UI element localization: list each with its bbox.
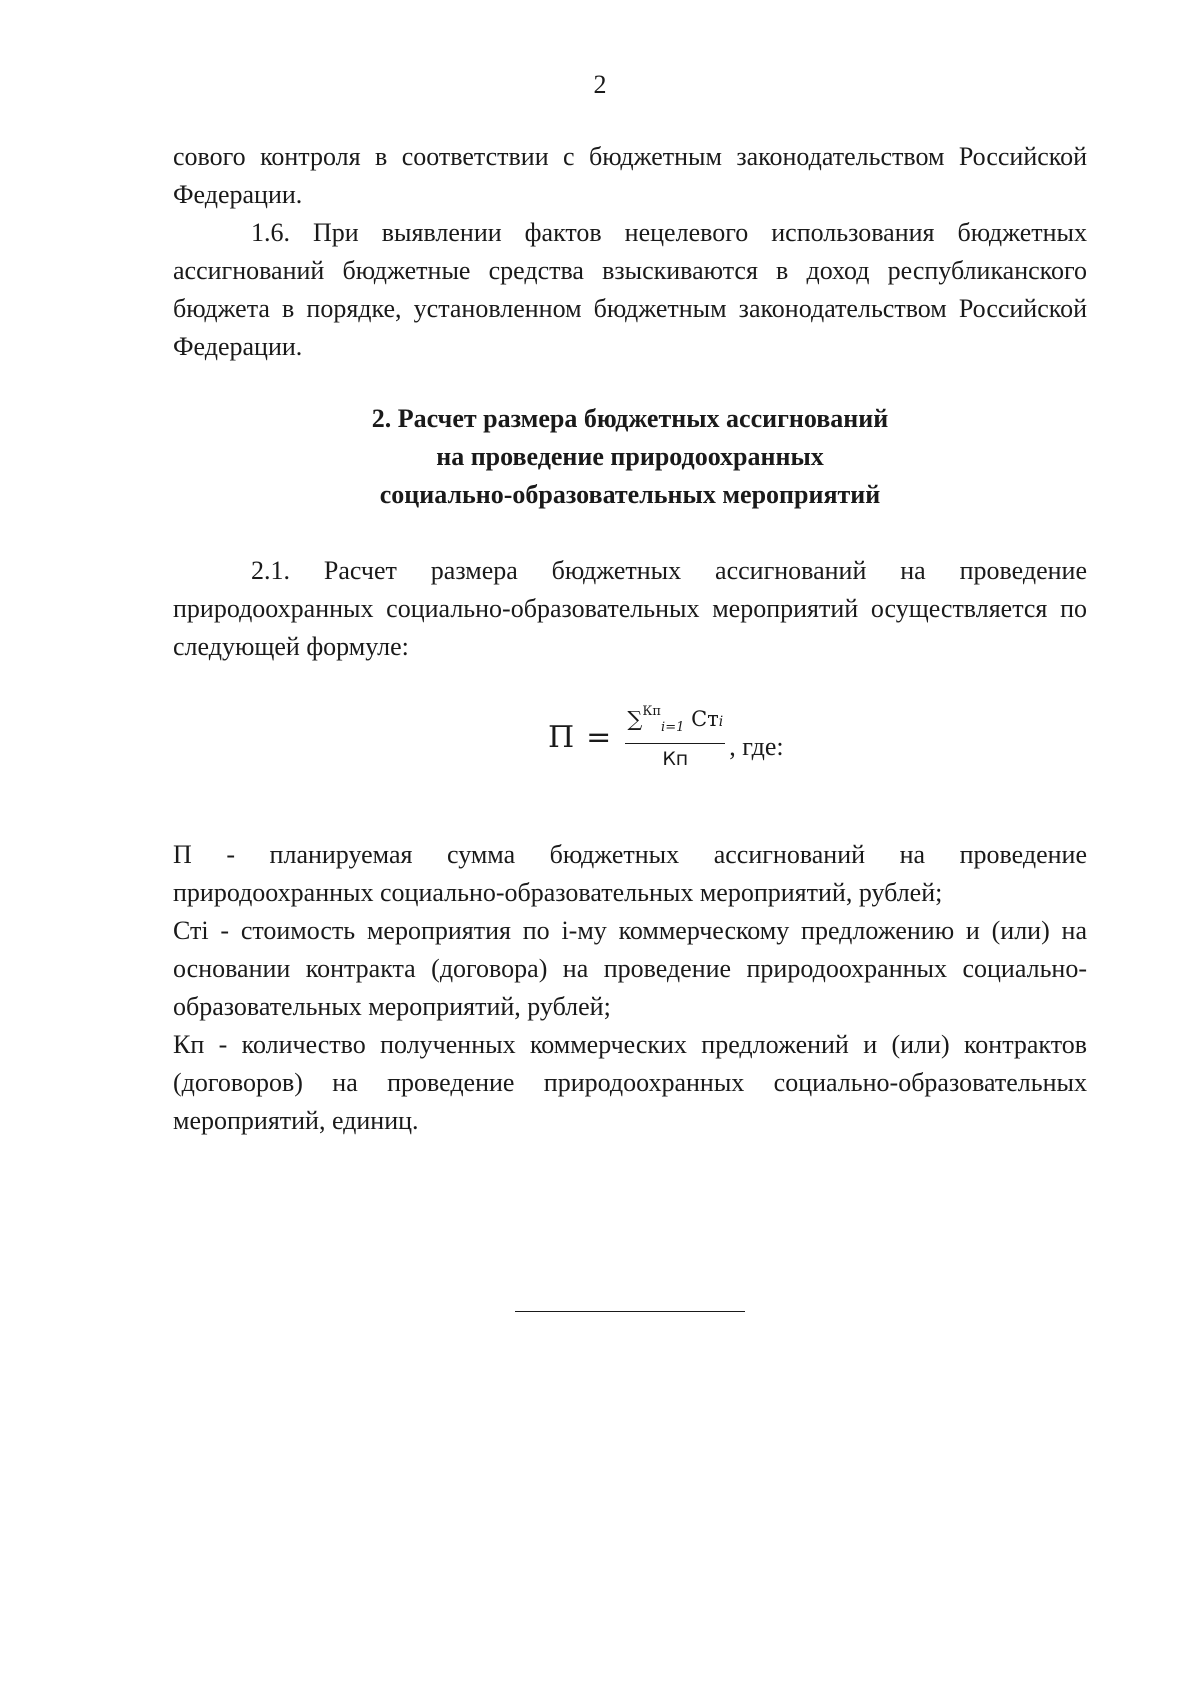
formula (548, 702, 784, 772)
heading-line-1: 2. Расчет размера бюджетных ассигнований (371, 404, 889, 433)
sum-term-index: i (718, 713, 724, 730)
section-2-heading (0, 400, 1200, 514)
paragraph-1-6: 1.6. При выявлении фактов нецелевого использования бюджетных ассигнований бюджетные средства взыскиваются в доход республиканского бюджета в порядке, установленном бюджетным законодательством Российской Федерации. (173, 218, 1087, 361)
definitions-list (173, 836, 1087, 1140)
heading-line-3: социально-образовательных мероприятий (379, 480, 881, 509)
paragraph-continuation: сового контроля в соответствии с бюджетным законодательством Российской Федерации. (173, 142, 1087, 209)
formula-fraction (625, 702, 725, 772)
sum-symbol: ∑ (627, 706, 643, 731)
sum-term: Ст (691, 706, 719, 731)
sum-upper-limit: Кп (642, 703, 662, 719)
formula-numerator (625, 702, 725, 744)
page-number: 2 (593, 70, 607, 99)
section1-continuation (173, 138, 1087, 366)
heading-line-2: на проведение природоохранных (436, 442, 824, 471)
formula-lhs: П (548, 719, 575, 755)
paragraph-2-1: 2.1. Расчет размера бюджетных ассигнований на проведение природоохранных социально-образовательных мероприятий осуществляется по следующей формуле: (173, 556, 1087, 661)
definition-item: Стi - стоимость мероприятия по i-му коммерческому предложению и (или) на основании контракта (договора) на проведение природоохранных социально-образовательных мероприятий, рублей; (173, 916, 1087, 1021)
definition-item: П - планируемая сумма бюджетных ассигнований на проведение природоохранных социально-образовательных мероприятий, рублей; (173, 840, 1087, 907)
formula-tail: , где: (729, 732, 784, 761)
section2-body (173, 552, 1087, 666)
end-separator-line (515, 1311, 745, 1312)
sum-lower-limit: i=1 (661, 720, 685, 736)
formula-equals: = (586, 719, 612, 755)
formula-denominator: Кп (662, 748, 689, 771)
definition-item: Кп - количество полученных коммерческих предложений и (или) контрактов (договоров) на проведение природоохранных социально-образовательных мероприятий, единиц. (173, 1030, 1087, 1135)
